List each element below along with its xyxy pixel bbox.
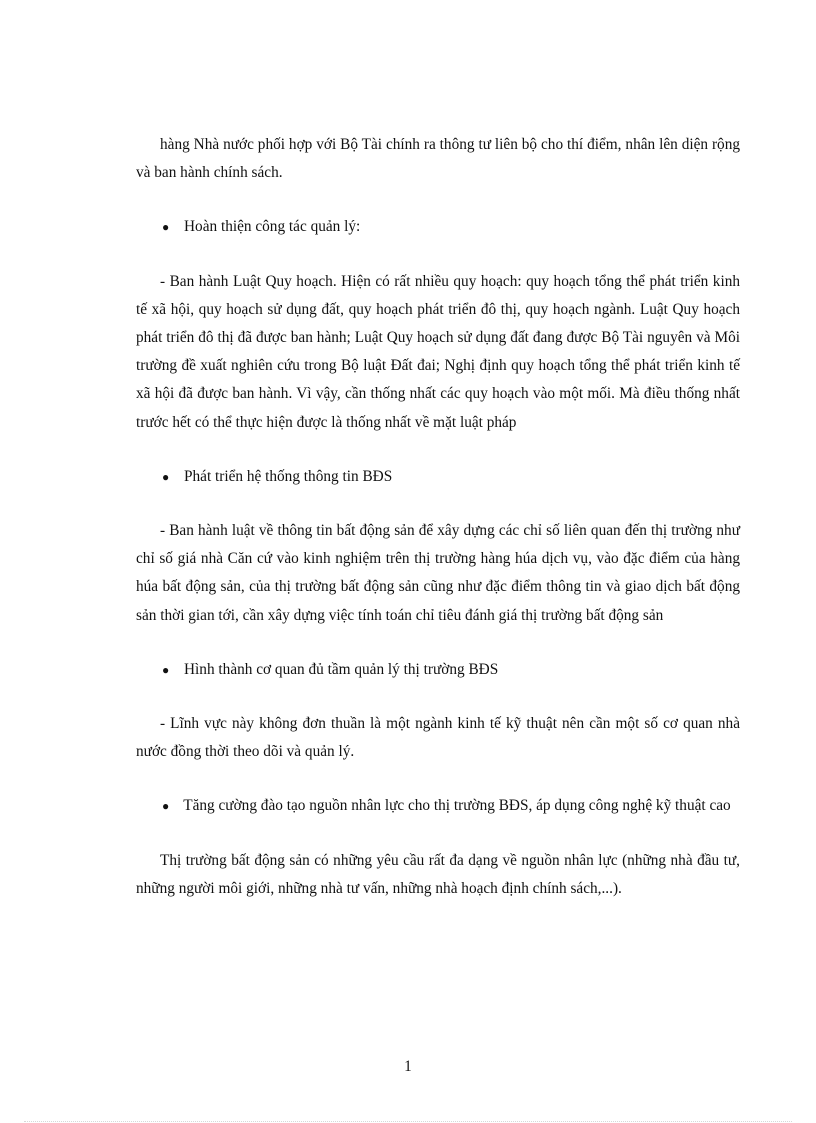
page-bottom-divider xyxy=(24,1121,792,1122)
paragraph-intro: hàng Nhà nước phối hợp với Bộ Tài chính ra thông tư liên bộ cho thí điểm, nhân lên diện rộng và ban hành chính sách. xyxy=(136,136,740,182)
document-body xyxy=(136,131,740,903)
bullet-text: Phát triển hệ thống thông tin BĐS xyxy=(184,467,393,485)
bullet-item-training xyxy=(136,792,740,820)
paragraph-planning-law: - Ban hành Luật Quy hoạch. Hiện có rất nhiều quy hoạch: quy hoạch tổng thể phát triển kinh tế xã hội, quy hoạch sử dụng đất, quy hoạch phát triển đô thị, quy hoạch ngành. Luật Quy hoạch phát triển đô thị đã được ban hành; Luật Quy hoạch sử dụng đất đang được Bộ Tài nguyên và Môi trường đề xuất nghiên cứu trong Bộ luật Đất đai; Nghị định quy hoạch tổng thể phát triển kinh tế xã hội đã được ban hành. Vì vậy, cần thống nhất các quy hoạch vào một mối. Mà điều thống nhất trước hết có thể thực hiện được là thống nhất về mặt luật pháp xyxy=(136,272,740,431)
paragraph-human-resources: Thị trường bất động sản có những yêu cầu rất đa dạng về nguồn nhân lực (những nhà đầu tư, những người môi giới, những nhà tư vấn, những nhà hoạch định chính sách,...). xyxy=(136,851,740,897)
bullet-text: Hình thành cơ quan đủ tầm quản lý thị trường BĐS xyxy=(184,660,499,678)
bullet-item-management-agency xyxy=(136,656,740,684)
paragraph-agency: - Lĩnh vực này không đơn thuần là một ngành kinh tế kỹ thuật nên cần một số cơ quan nhà nước đồng thời theo dõi và quản lý. xyxy=(136,715,740,761)
bullet-text: Hoàn thiện công tác quản lý: xyxy=(184,218,361,236)
bullet-item-management xyxy=(136,213,740,241)
paragraph-information-law: - Ban hành luật về thông tin bất động sản để xây dựng các chỉ số liên quan đến thị trường như chỉ số giá nhà Căn cứ vào kinh nghiệm trên thị trường hàng húa dịch vụ, vào đặc điểm của hàng húa bất động sản, của thị trường bất động sản cũng như đặc điểm thông tin và giao dịch bất động sản thời gian tới, cần xây dựng việc tính toán chỉ tiêu đánh giá thị trường bất động sản xyxy=(136,522,740,624)
bullet-icon: ● xyxy=(162,220,170,235)
bullet-icon: ● xyxy=(162,469,170,484)
bullet-icon: ● xyxy=(162,799,170,814)
page-number: 1 xyxy=(404,1058,412,1075)
bullet-icon: ● xyxy=(162,662,170,677)
bullet-item-information-system xyxy=(136,463,740,491)
bullet-text: Tăng cường đào tạo nguồn nhân lực cho thị trường BĐS, áp dụng công nghệ kỹ thuật cao xyxy=(183,797,731,815)
